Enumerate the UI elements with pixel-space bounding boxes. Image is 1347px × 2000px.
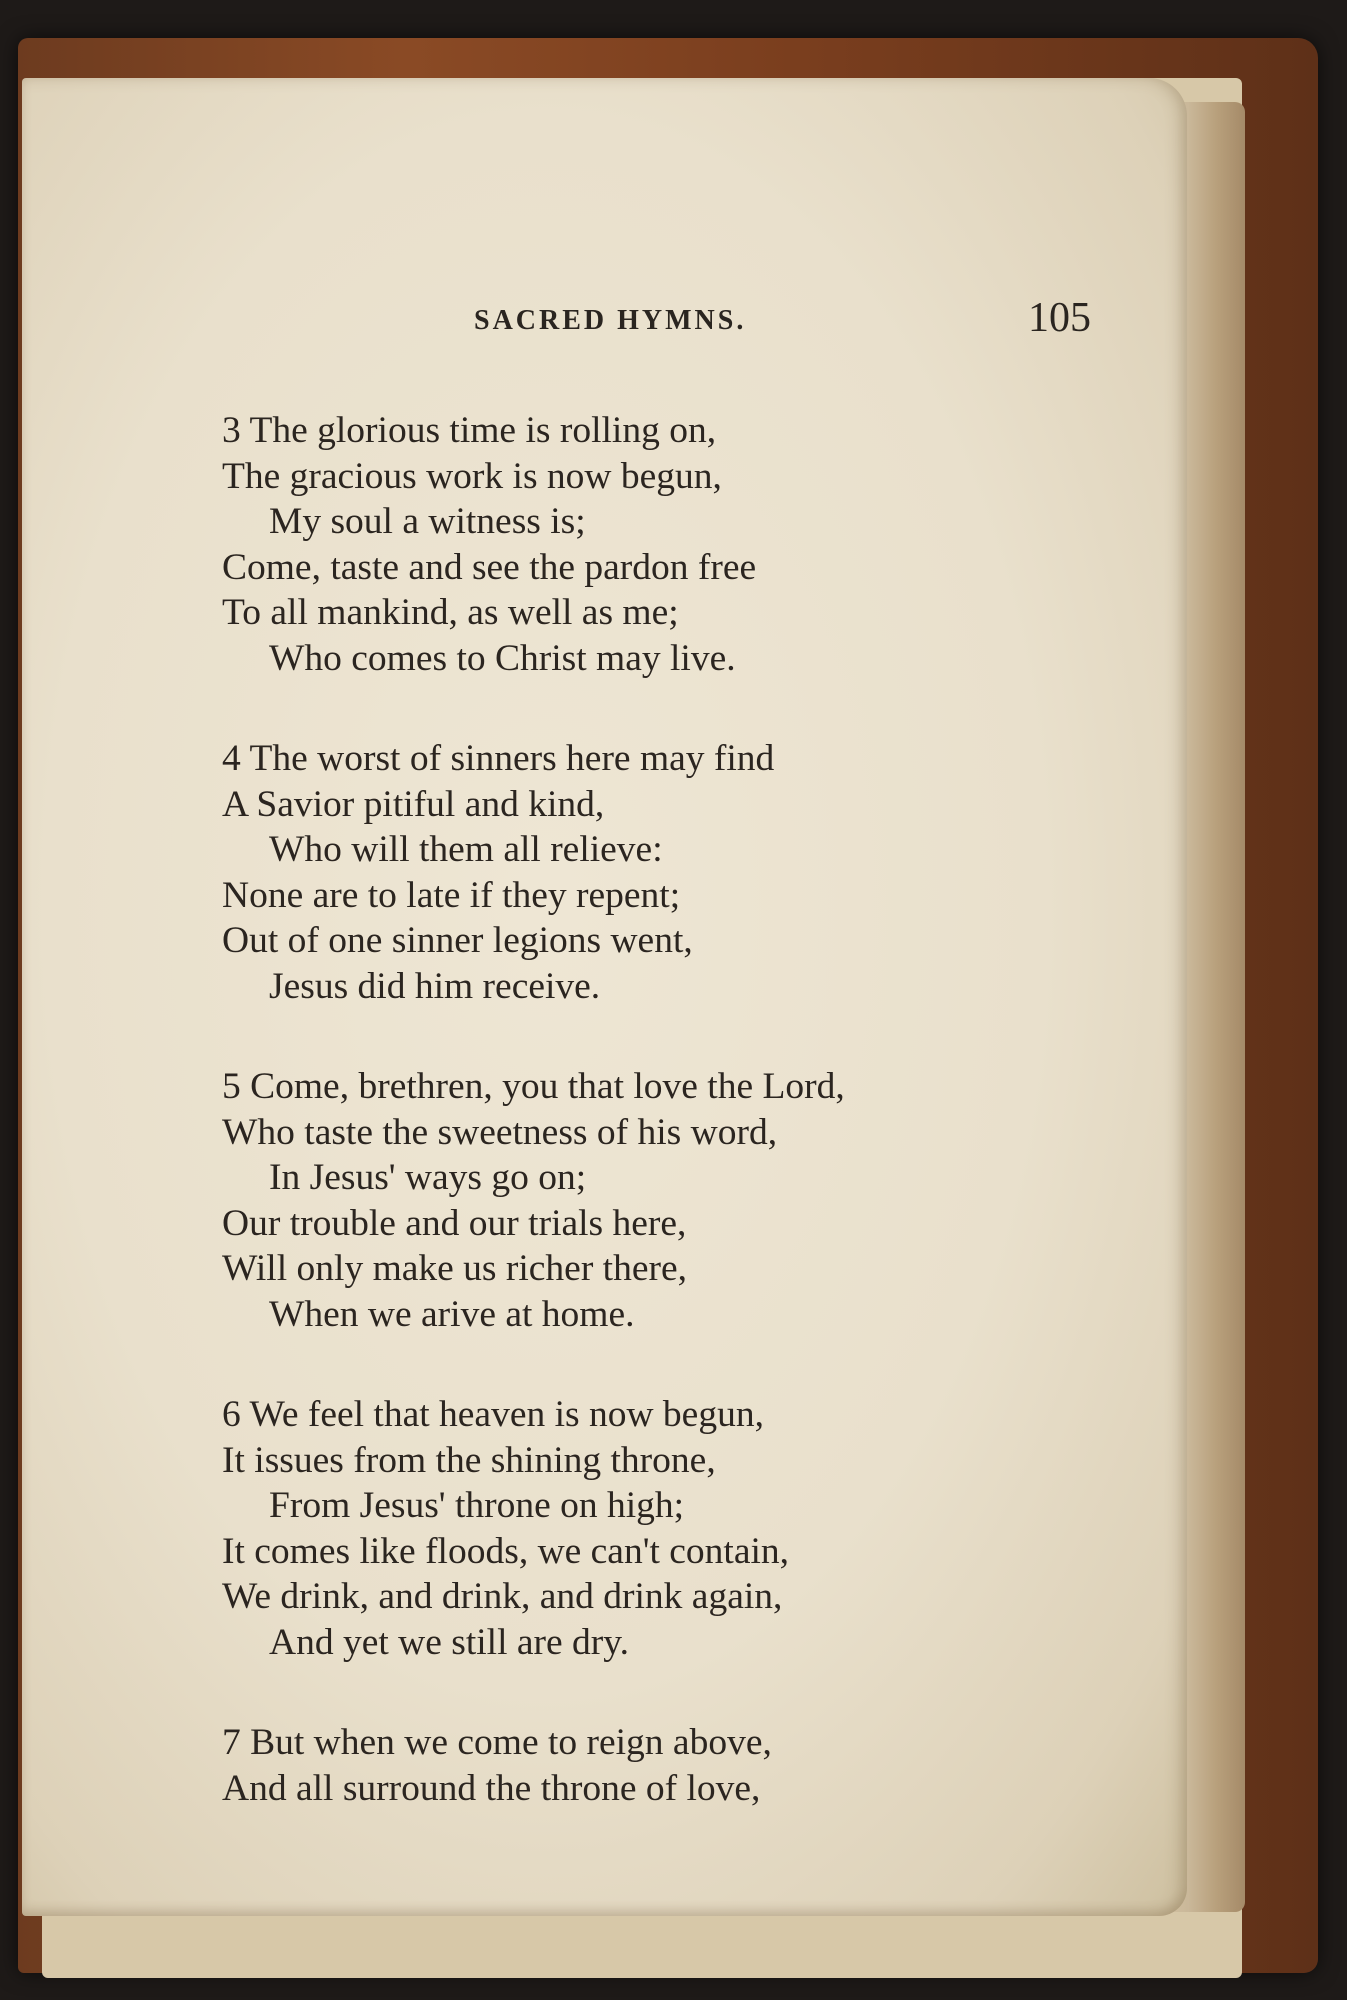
verse-line: 6 We feel that heaven is now begun, (222, 1394, 764, 1435)
verse-line: When we arive at home. (269, 1293, 635, 1335)
verse-line: To all mankind, as well as me; (222, 592, 679, 633)
hymn-text (222, 408, 1122, 1811)
verse-line: From Jesus' throne on high; (269, 1485, 685, 1526)
verse-line: A Savior pitiful and kind, (222, 783, 605, 825)
verse-line: None are to late if they repent; (222, 874, 681, 916)
verse-line: Who taste the sweetness of his word, (222, 1111, 778, 1153)
verse-line: In Jesus' ways go on; (269, 1157, 587, 1198)
verse-4 (222, 736, 1122, 1009)
verse-line: Jesus did him receive. (269, 965, 601, 1007)
verse-line: 4 The worst of sinners here may find (222, 738, 775, 779)
verse-line: Out of one sinner legions went, (222, 920, 693, 961)
verse-line: It comes like floods, we can't contain, (222, 1530, 790, 1572)
verse-line: 3 The glorious time is rolling on, (222, 410, 717, 451)
verse-7 (222, 1720, 1122, 1811)
verse-3 (222, 408, 1122, 681)
verse-5 (222, 1064, 1122, 1337)
verse-line: The gracious work is now begun, (222, 455, 722, 497)
verse-line: Come, taste and see the pardon free (222, 546, 757, 588)
verse-line: Will only make us richer there, (222, 1248, 687, 1289)
verse-line: Our trouble and our trials here, (222, 1202, 687, 1244)
verse-line: Who comes to Christ may live. (269, 637, 736, 679)
verse-line: My soul a witness is; (269, 501, 586, 542)
verse-line: We drink, and drink, and drink again, (222, 1576, 783, 1617)
verse-line: 5 Come, brethren, you that love the Lord, (222, 1066, 845, 1107)
verse-line: And all surround the throne of love, (222, 1767, 761, 1809)
verse-line: It issues from the shining throne, (222, 1439, 716, 1481)
verse-line: And yet we still are dry. (269, 1621, 629, 1663)
verse-6 (222, 1392, 1122, 1665)
running-title: SACRED HYMNS. (474, 305, 747, 336)
verse-line: 7 But when we come to reign above, (222, 1722, 772, 1763)
page-number: 105 (1028, 295, 1091, 341)
verse-line: Who will them all relieve: (269, 829, 663, 870)
